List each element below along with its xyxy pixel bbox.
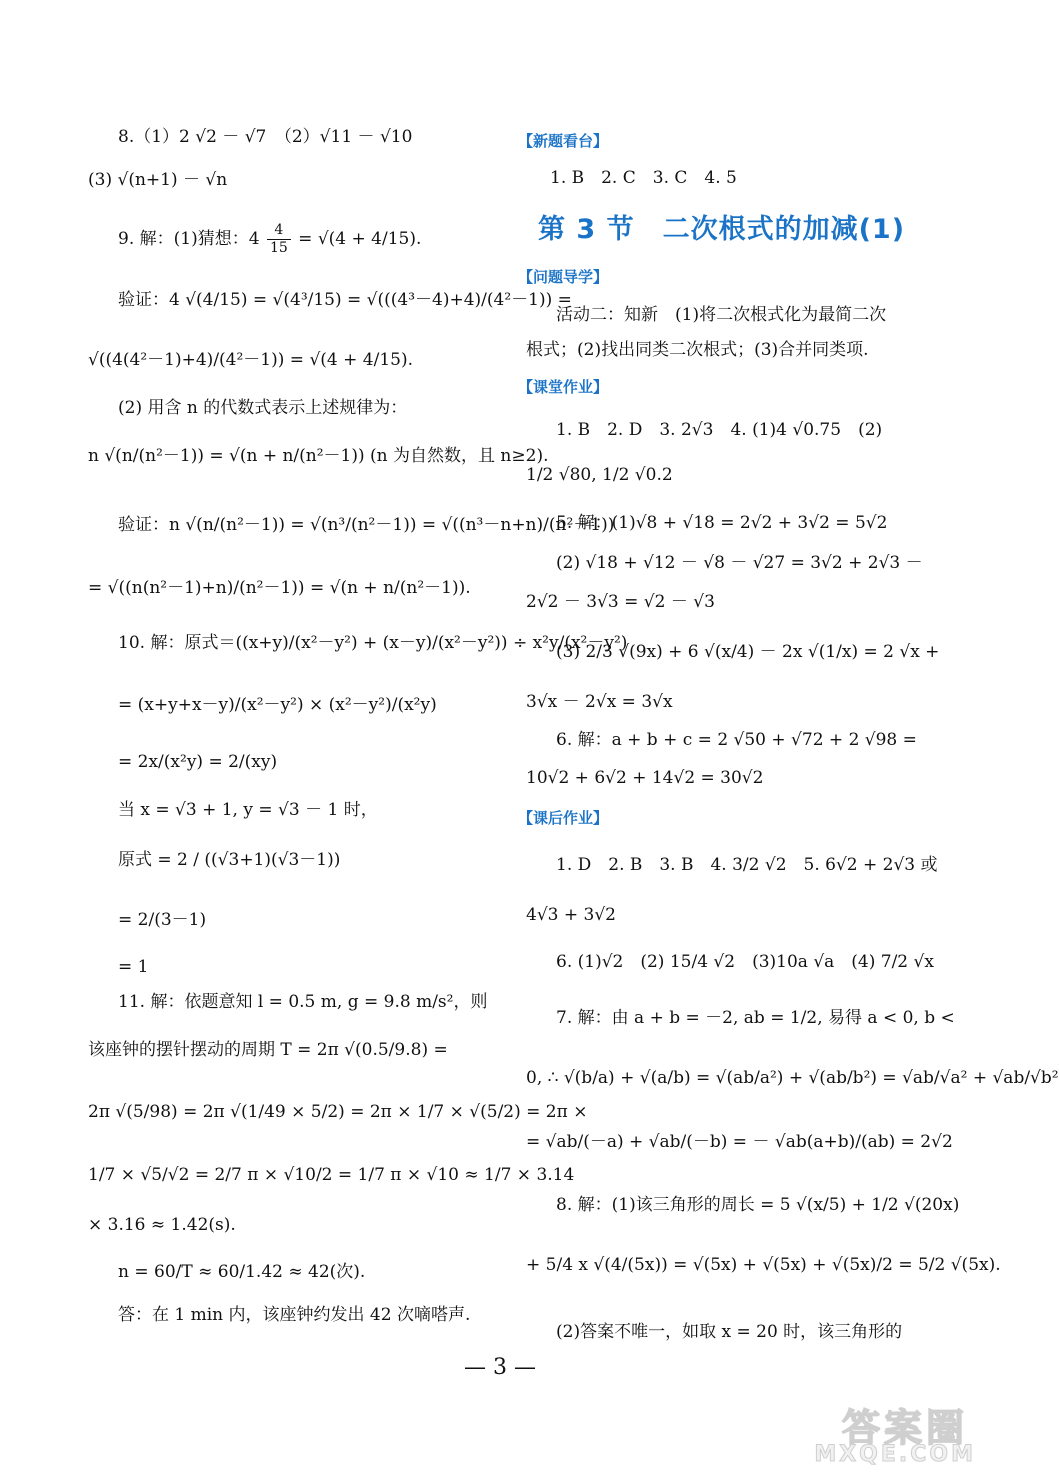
homework-8: 8. 解：(1)该三角形的周长 = 5 √(x/5) + 1/2 √(20x) [556,1195,960,1215]
guided-line-1: 活动二：知新 (1)将二次根式化为最简二次 [556,305,887,325]
homework-8-cont: + 5/4 x √(4/(5x)) = √(5x) + √(5x) + √(5x)/2 = 5/2 √(5x). [526,1255,1001,1275]
homework-answers-1: 1. D 2. B 3. B 4. 3/2 √2 5. 6√2 + 2√3 或 [556,855,938,875]
answer-8: 8.（1）2 √2 － √7 （2）√11 － √10 [118,127,413,147]
section-title: 第 3 节 二次根式的加减(1) [538,214,906,245]
answer-11: 11. 解：依题意知 l = 0.5 m, g = 9.8 m/s²，则 [118,992,488,1012]
homework-answers-2: 4√3 + 3√2 [526,905,616,925]
answer-10: 10. 解：原式＝((x+y)/(x²－y²) + (x－y)/(x²－y²)) ÷ x²y/(x²－y²) [118,633,628,653]
classwork-5-1: 5. 解：(1)√8 + √18 = 2√2 + 3√2 = 5√2 [556,513,888,533]
answer-9-verify-cont: √((4(4²－1)+4)/(4²－1)) = √(4 + 4/15). [88,350,413,370]
page-number: — 3 — [464,1355,536,1380]
answer-9-rule: n √(n/(n²－1)) = √(n + n/(n²－1)) (n 为自然数，且 n≥2). [88,446,549,466]
answer-9-guess-tail: = √(4 + 4/15). [298,229,422,249]
homework-8-part2: (2)答案不唯一，如取 x = 20 时，该三角形的 [556,1322,903,1342]
answer-9-verify2-cont: = √((n(n²－1)+n)/(n²－1)) = √(n + n/(n²－1)). [88,578,471,598]
answer-11-step3: × 3.16 ≈ 1.42(s). [88,1215,236,1235]
answer-10-condition: 当 x = √3 + 1, y = √3 － 1 时， [118,800,378,820]
classwork-answers-2: 1/2 √80, 1/2 √0.2 [526,465,673,485]
classwork-5-3-cont: 3√x － 2√x = 3√x [526,692,673,712]
answer-8-3: (3) √(n+1) － √n [88,170,228,190]
watermark-text: 答案圈 [841,1406,968,1450]
section-heading-new-questions: 【新题看台】 [518,132,609,150]
classwork-6: 6. 解：a + b + c = 2 √50 + √72 + 2 √98 = [556,730,917,750]
watermark-logo [806,1397,976,1467]
answer-10-step1: = (x+y+x－y)/(x²－y²) × (x²－y²)/(x²y) [118,695,437,715]
answer-11-conclusion: 答：在 1 min 内，该座钟约发出 42 次嘀嗒声. [118,1305,471,1325]
fraction [267,222,291,257]
section-heading-homework: 【课后作业】 [518,809,609,827]
answer-11-count: n = 60/T ≈ 60/1.42 ≈ 42(次). [118,1262,366,1282]
section-heading-classwork: 【课堂作业】 [518,378,609,396]
homework-6: 6. (1)√2 (2) 15/4 √2 (3)10a √a (4) 7/2 √x [556,952,934,972]
homework-7-cont: 0, ∴ √(b/a) + √(a/b) = √(ab/a²) + √(ab/b²) = √ab/√a² + √ab/√b² [526,1068,1059,1088]
answer-10-step4: = 2/(3－1) [118,910,207,930]
answer-9-verify: 验证：4 √(4/15) = √(4³/15) = √(((4³－4)+4)/(4²－1)) = [118,290,572,310]
fraction-denominator: 15 [269,240,288,256]
classwork-5-2-cont: 2√2 － 3√3 = √2 － √3 [526,592,715,612]
classwork-6-cont: 10√2 + 6√2 + 14√2 = 30√2 [526,768,764,788]
answer-9-verify2: 验证：n √(n/(n²－1)) = √(n³/(n²－1)) = √((n³－n+n)/(n²－1)) [118,515,615,535]
answer-11-period: 该座钟的摆针摆动的周期 T = 2π √(0.5/9.8) = [88,1040,448,1060]
new-questions-answers: 1. B 2. C 3. C 4. 5 [550,168,737,188]
fraction-numerator: 4 [267,222,291,240]
answer-9-part2: (2) 用含 n 的代数式表示上述规律为： [118,398,408,418]
classwork-5-3: (3) 2/3 √(9x) + 6 √(x/4) － 2x √(1/x) = 2 √x + [556,642,940,662]
watermark-url: MXQE.COM [814,1442,976,1467]
classwork-answers-1: 1. B 2. D 3. 2√3 4. (1)4 √0.75 (2) [556,420,883,440]
homework-7: 7. 解：由 a + b = －2, ab = 1/2, 易得 a < 0, b < [556,1008,955,1028]
answer-10-result: = 1 [118,957,149,977]
answer-9-guess-lead: 9. 解：(1)猜想：4 [118,229,260,249]
answer-9-guess [118,222,421,257]
section-heading-guided-learning: 【问题导学】 [518,268,609,286]
classwork-5-2: (2) √18 + √12 － √8 － √27 = 3√2 + 2√3 － [556,553,923,573]
answer-11-step1: 2π √(5/98) = 2π √(1/49 × 5/2) = 2π × 1/7 × √(5/2) = 2π × [88,1102,588,1122]
answer-11-step2: 1/7 × √5/√2 = 2/7 π × √10/2 = 1/7 π × √10 ≈ 1/7 × 3.14 [88,1165,575,1185]
answer-10-step3: 原式 = 2 / ((√3+1)(√3－1)) [118,850,341,870]
guided-line-2: 根式；(2)找出同类二次根式；(3)合并同类项. [526,340,869,360]
answer-10-step2: = 2x/(x²y) = 2/(xy) [118,752,278,772]
homework-7-result: = √ab/(－a) + √ab/(－b) = － √ab(a+b)/(ab) = 2√2 [526,1132,953,1152]
